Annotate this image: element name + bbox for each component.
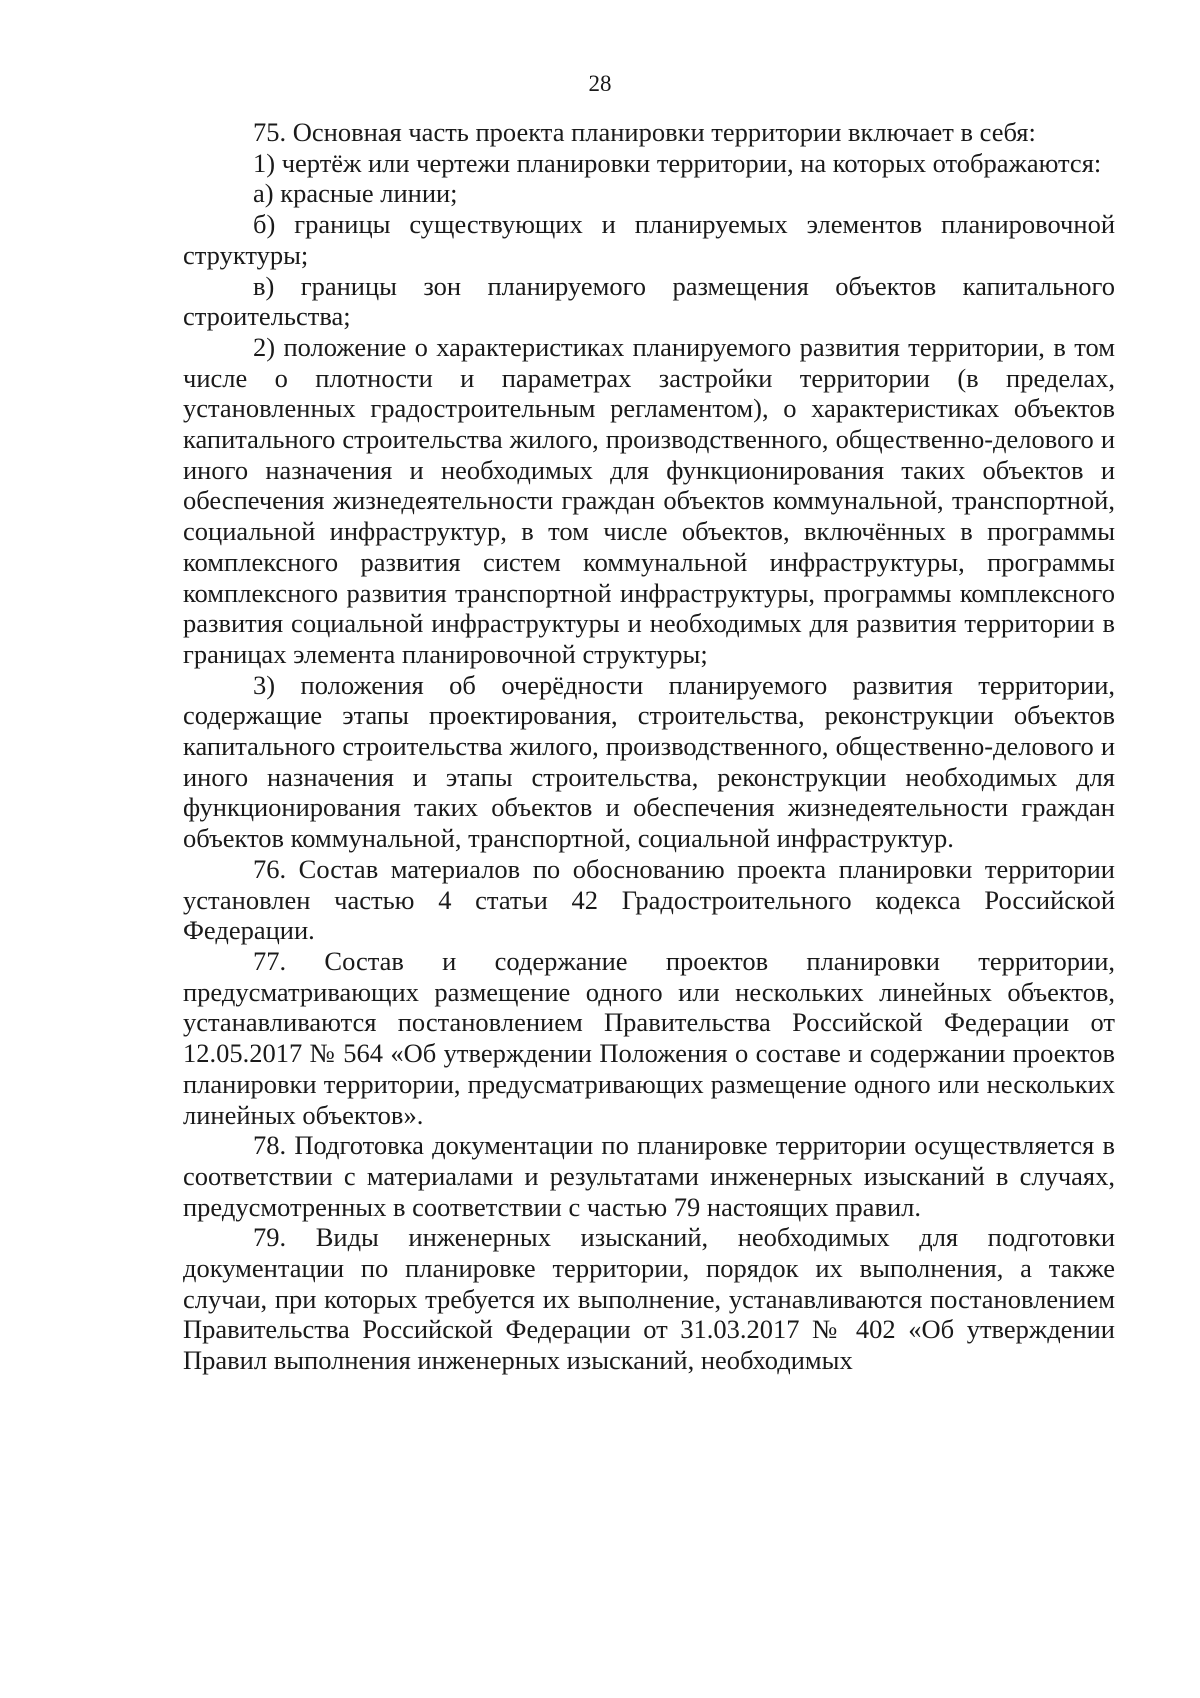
list-item-b-boundaries: б) границы существующих и планируемых элементов планировочной структуры; — [183, 209, 1115, 270]
paragraph-76: 76. Состав материалов по обоснованию проекта планировки территории установлен частью 4 статьи 42 Градостроительного кодекса Российской Федерации. — [183, 853, 1115, 946]
page-number: 28 — [588, 71, 612, 96]
list-item-2-provisions: 2) положение о характеристиках планируемого развития территории, в том числе о плотности и параметрах застройки территории (в пределах, установленных градостроительным регламентом), о характеристиках объектов капитального строительства жилого, производственного, общественно-делового и иного назначения и необходимых для функционирования таких объектов и обеспечения жизнедеятельности граждан объектов коммунальной, транспортной, социальной инфраструктур, в том числе объектов, включённых в программы комплексного развития систем коммунальной инфраструктуры, программы комплексного развития транспортной инфраструктуры, программы комплексного развития социальной инфраструктуры и необходимых для развития территории в границах элемента планировочной структуры; — [183, 331, 1115, 669]
list-item-3-stages: 3) положения об очерёдности планируемого развития территории, содержащие этапы проектирования, строительства, реконструкции объектов капитального строительства жилого, производственного, общественно-делового и иного назначения и этапы строительства, реконструкции необходимых для функционирования таких объектов и обеспечения жизнедеятельности граждан объектов коммунальной, транспортной, социальной инфраструктур. — [183, 669, 1115, 854]
paragraph-78: 78. Подготовка документации по планировке территории осуществляется в соответствии с материалами и результатами инженерных изысканий в случаях, предусмотренных в соответствии с частью 79 настоящих правил. — [183, 1130, 1115, 1222]
paragraph-77: 77. Состав и содержание проектов планировки территории, предусматривающих размещение одного или нескольких линейных объектов, устанавливаются постановлением Правительства Российской Федерации от 12.05.2017 № 564 «Об утверждении Положения о составе и содержании проектов планировки территории, предусматривающих размещение одного или нескольких линейных объектов». — [183, 945, 1115, 1130]
list-item-a-red-lines: а) красные линии; — [253, 178, 458, 209]
paragraph-79: 79. Виды инженерных изысканий, необходимых для подготовки документации по планировке территории, порядок их выполнения, а также случаи, при которых требуется их выполнение, устанавливаются постановлением Правительства Российской Федерации от 31.03.2017 № 402 «Об утверждении Правил выполнения инженерных изысканий, необходимых — [183, 1222, 1115, 1376]
document-body — [183, 117, 1115, 1376]
list-item-1-drawings: 1) чертёж или чертежи планировки территории, на которых отображаются: — [253, 147, 1102, 178]
list-item-v-zones: в) границы зон планируемого размещения объектов капитального строительства; — [183, 270, 1115, 332]
paragraph-75: 75. Основная часть проекта планировки территории включает в себя: — [253, 117, 1036, 147]
